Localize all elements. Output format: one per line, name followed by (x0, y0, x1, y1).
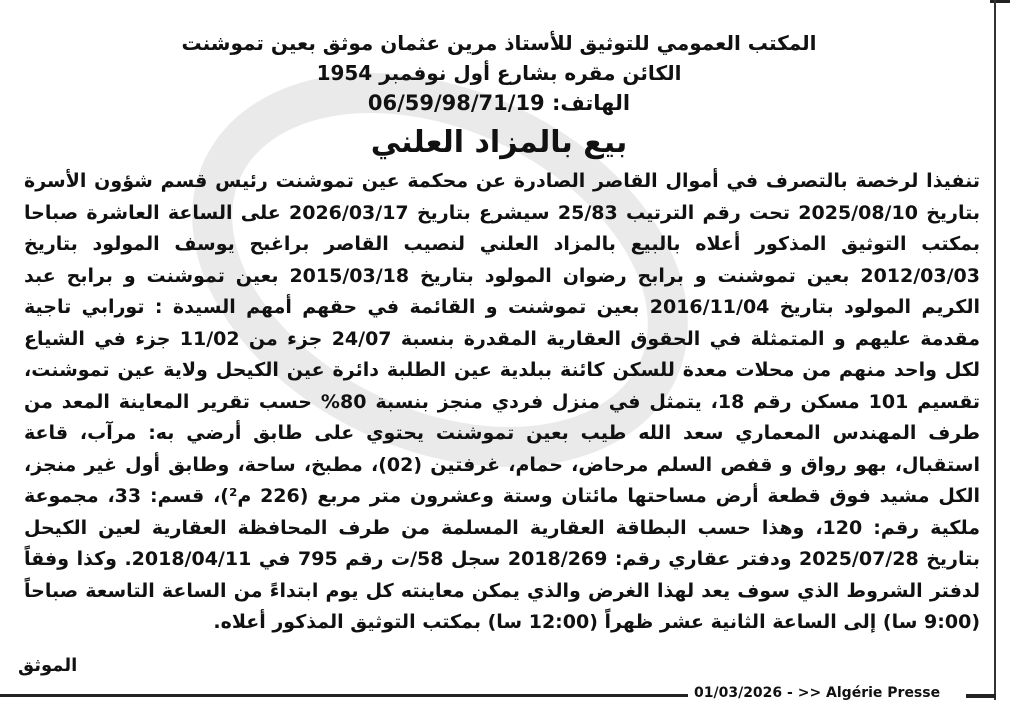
notary-signature: الموثق (18, 654, 78, 676)
legal-notice (18, 28, 980, 676)
top-border-fragment (990, 0, 1010, 3)
office-address: الكائن مقره بشارع أول نوفمبر 1954 (316, 61, 682, 85)
footer-source: 01/03/2026 - >> Algérie Presse (694, 685, 941, 701)
notice-body: تنفيذا لرخصة بالتصرف في أموال القاصر الصادرة عن محكمة عين تموشنت رئيس قسم شؤون الأسرة بتاريخ 2025/08/10 تحت رقم الترتيب 25/83 سيشرع بتاريخ 2026/03/17 على الساعة العاشرة صباحا بمكتب التوثيق المذكور أعلاه بالبيع بالمزاد العلني لنصيب القاصر براغبح يوسف المولود بتاريخ 2012/03/03 بعين تموشنت و برابح رضوان المولود بتاريخ 2015/03/18 بعين تموشنت و برابح عبد الكريم المولود بتاريخ 2016/11/04 بعين تموشنت و القائمة في حقهم أمهم السيدة : تورابي تاجية مقدمة عليهم و المتمثلة في الحقوق العقارية المقدرة بنسبة 24/07 جزء من 11/02 جزء في الشياع لكل واحد منهم من محلات معدة للسكن كائنة ببلدية عين الطلبة دائرة عين الكيحل ولاية عين تموشنت، تقسيم 101 مسكن رقم 18، يتمثل في منزل فردي منجز بنسبة 80% حسب تقرير المعاينة المعد من طرف المهندس المعماري سعد الله طيب بعين تموشنت يحتوي على طابق أرضي به: مرآب، قاعة استقبال، بهو رواق و قفص السلم مرحاض، حمام، غرفتين (02)، مطبخ، ساحة، وطابق أول غير منجز، الكل مشيد فوق قطعة أرض مساحتها مائتان وستة وعشرون متر مربع (226 م²)، قسم: 33، مجموعة ملكية رقم: 120، وهذا حسب البطاقة العقارية المسلمة من طرف المحافظة العقارية لعين الكيحل بتاريخ 2025/07/28 ودفتر عقاري رقم: 2018/269 سجل 58/ت رقم 795 في 2018/04/11. وكذا وفقاً لدفتر الشروط الذي سوف يعد لهذا الغرض والذي يمكن معاينته كل يوم ابتداءً من الساعة التاسعة صباحاً (9:00 سا) إلى الساعة الثانية عشر ظهراً (12:00 سا) بمكتب التوثيق المذكور أعلاه. (24, 170, 981, 633)
page-right-rule (994, 0, 996, 700)
footer-rule (0, 694, 688, 697)
notice-header (18, 28, 980, 118)
office-phone: الهاتف: 06/59/98/71/19 (367, 91, 631, 115)
signature-block (18, 655, 980, 676)
notice-title: بيع بالمزاد العلني (370, 125, 628, 160)
page-footer (0, 685, 1010, 703)
office-name: المكتب العمومي للتوثيق للأستاذ مرين عثمان موثق بعين تموشنت (181, 31, 817, 55)
footer-end-rule (966, 694, 996, 698)
